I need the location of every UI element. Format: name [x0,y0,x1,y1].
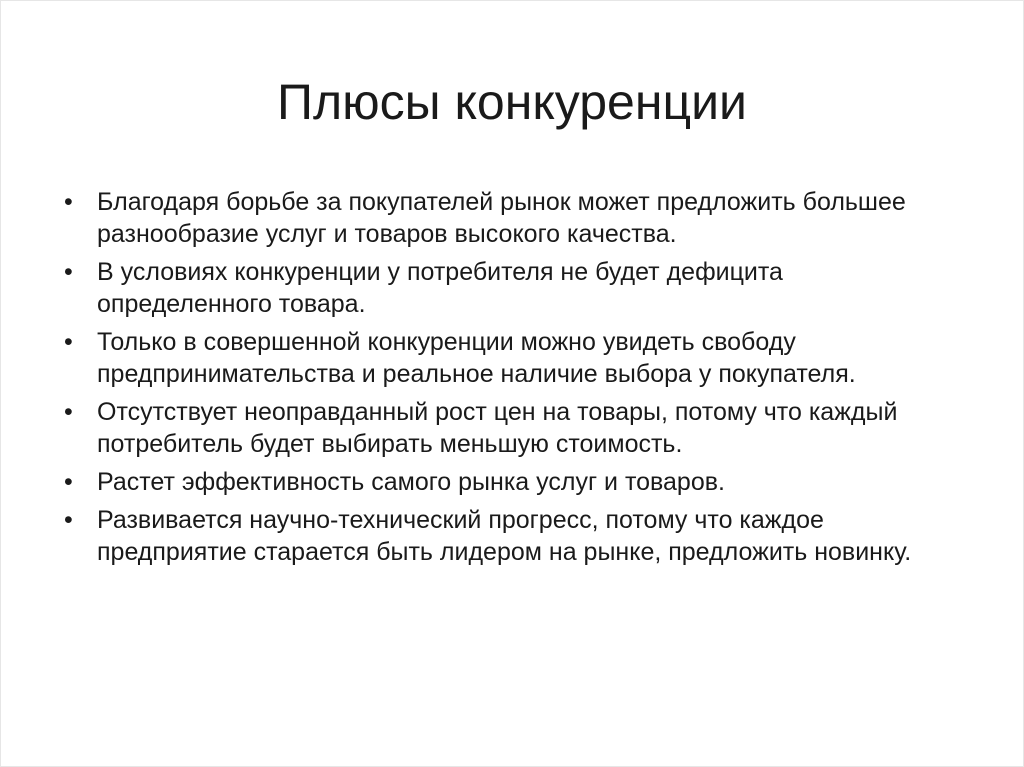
bullet-item [64,466,964,498]
bullet-item [64,396,964,460]
bullet-item [64,256,964,320]
bullet-icon: • [64,258,73,286]
bullet-text: Отсутствует неоправданный рост цен на товары, потому что каждый потребитель будет выбирать меньшую стоимость. [97,398,898,458]
bullet-icon: • [64,398,73,426]
bullet-icon: • [64,328,73,356]
bullet-icon: • [64,468,73,496]
bullet-list [64,186,964,574]
bullet-item [64,326,964,390]
bullet-text: Благодаря борьбе за покупателей рынок может предложить большее разнообразие услуг и товаров высокого качества. [97,188,906,248]
bullet-item [64,186,964,250]
bullet-icon: • [64,188,73,216]
bullet-text: Только в совершенной конкуренции можно увидеть свободу предпринимательства и реальное наличие выбора у покупателя. [97,328,856,388]
bullet-text: В условиях конкуренции у потребителя не будет дефицита определенного товара. [97,258,783,318]
bullet-text: Развивается научно-технический прогресс, потому что каждое предприятие старается быть лидером на рынке, предложить новинку. [97,506,912,566]
slide-title: Плюсы конкуренции [277,74,747,130]
bullet-item [64,504,964,568]
bullet-icon: • [64,506,73,534]
bullet-text: Растет эффективность самого рынка услуг и товаров. [97,468,725,496]
